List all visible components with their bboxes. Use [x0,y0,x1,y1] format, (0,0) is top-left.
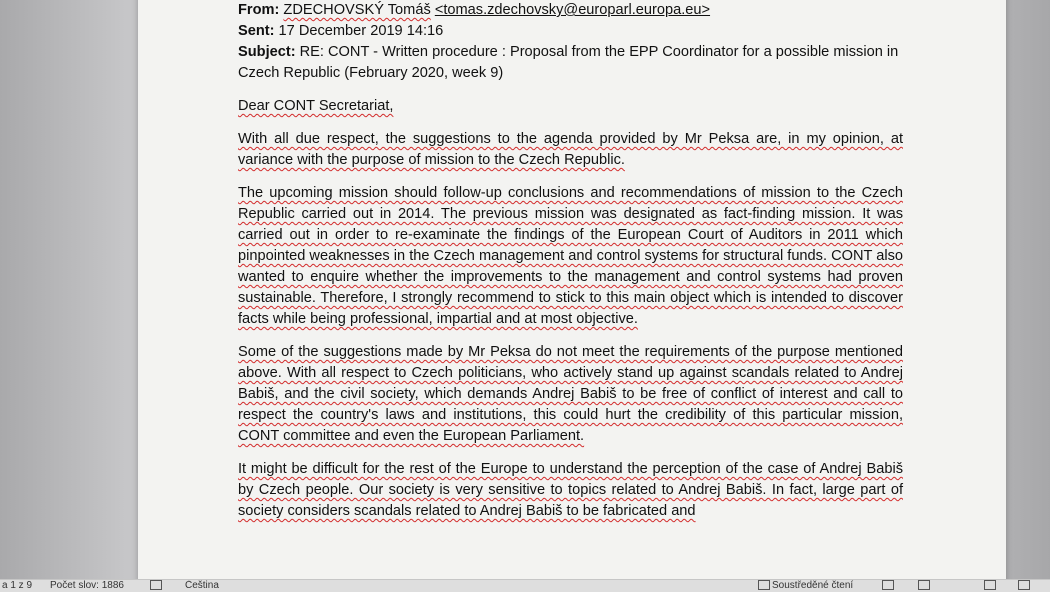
sent-line [238,21,903,42]
subject-label: Subject: [238,44,296,60]
greeting-text: Dear CONT Secretariat, [238,98,394,114]
body-paragraph-4: It might be difficult for the rest of the Europe to understand the perception of the case of Andrej Babiš by Czech people. Our society is very sensitive to topics related to Andrej Babiš. In fact, large part of society considers scandals related to Andrej Babiš to be fabricated and [238,461,903,519]
from-name: ZDECHOVSKÝ Tomáš [283,2,431,18]
subject-text-1: RE: CONT - Written procedure : Proposal from the EPP Coordinator for a possible mission in [299,44,899,60]
word-count[interactable]: Počet slov: 1886 [50,580,124,591]
body-paragraph-3: Some of the suggestions made by Mr Peksa do not meet the requirements of the purpose mentioned above. With all respect to Czech politicians, who actively stand up against scandals related to Andrej Babiš, and the civil society, which demands Andrej Babiš to be free of conflict of interest and call to respect the country's laws and institutions, this could hurt the credibility of this particular mission, CONT committee and even the European Parliament. [238,344,903,444]
sent-label: Sent: [238,23,275,39]
language-indicator[interactable]: Čeština [185,580,219,591]
subject-line [238,42,903,84]
subject-text-2: Czech Republic (February 2020, week 9) [238,65,504,81]
from-line [238,0,903,21]
email-body [238,0,903,522]
body-paragraph-2: The upcoming mission should follow-up conclusions and recommendations of mission to the Czech Republic carried out in 2014. The previous mission was designated as fact-finding mission. It was carried out in order to re-examinate the findings of the European Court of Auditors in 2011 which pinpointed weaknesses in the Czech management and control systems for structural funds. CONT also wanted to enquire whether the improvements to the management and control systems had proven sustainable. Therefore, I strongly recommend to stick to this main object which is intended to discover facts while being professional, impartial and at most objective. [238,185,903,327]
body-paragraph-1: With all due respect, the suggestions to the agenda provided by Mr Peksa are, in my opinion, at variance with the purpose of mission to the Czech Republic. [238,131,903,168]
from-label: From: [238,2,280,18]
from-address-link[interactable]: <tomas.zdechovsky@europarl.europa.eu> [434,2,711,18]
sent-value: 17 December 2019 14:16 [278,23,444,39]
greeting [238,96,903,117]
page-indicator[interactable]: a 1 z 9 [2,580,33,591]
status-bar [0,579,1050,592]
document-page [138,0,1006,584]
focus-mode-label[interactable]: Soustředěné čtení [772,580,854,591]
